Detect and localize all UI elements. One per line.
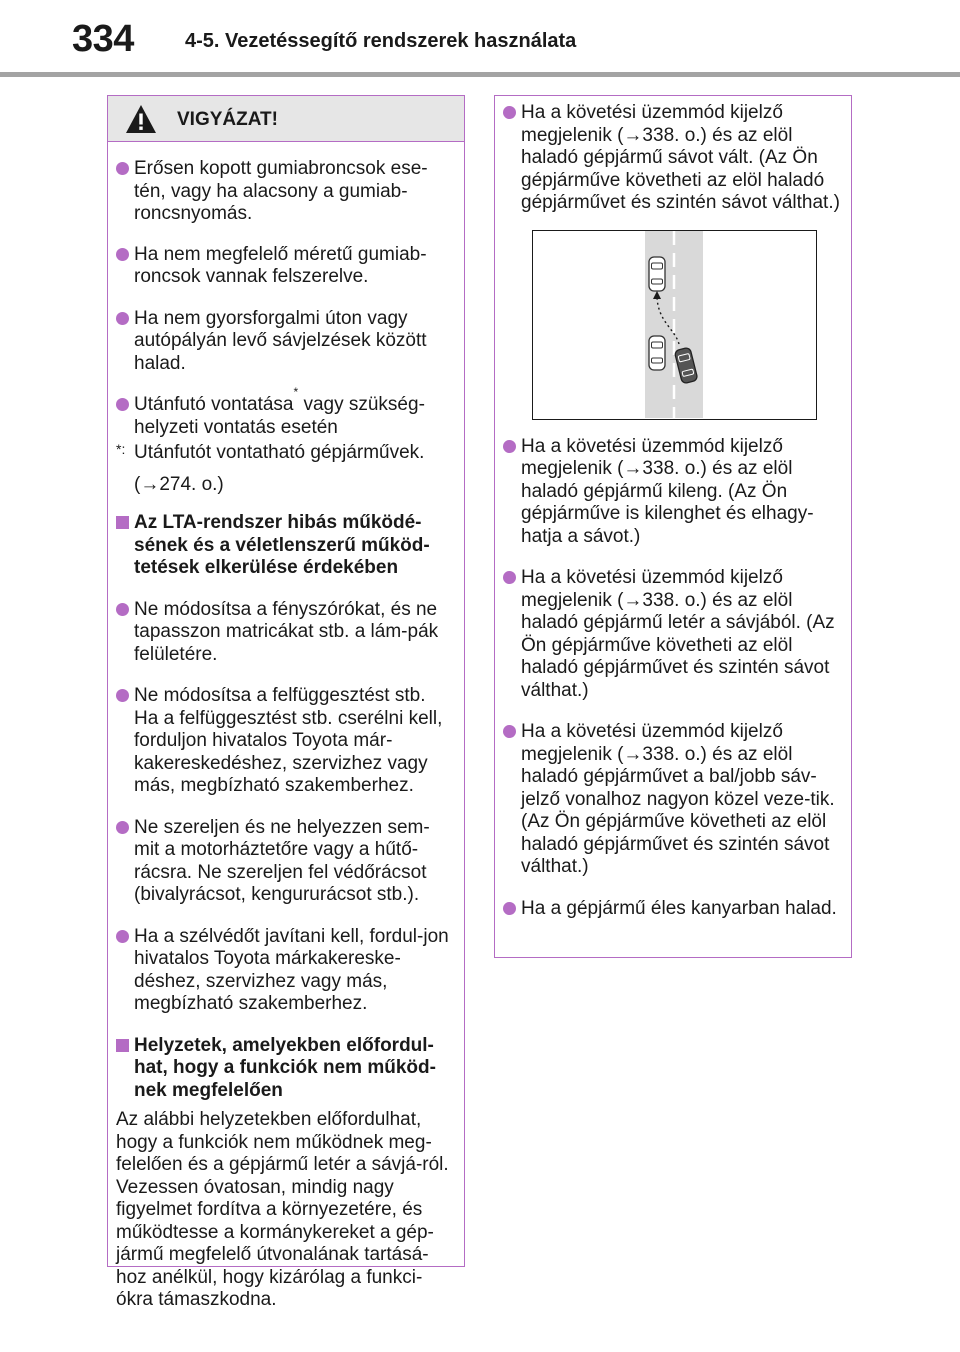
list-item: Ha a követési üzemmód kijelző megjelenik (→338. o.) és az elöl haladó gépjárművet a bal/jobb sáv-jelző vonalhoz nagyon közel veze-tik. (Az Ön gépjárműve követheti az elöl haladó gépjárművet és szintén sávot válthat.) bbox=[503, 721, 841, 879]
car-icon bbox=[649, 336, 665, 370]
list-item: Ha a követési üzemmód kijelző megjelenik (→338. o.) és az elöl haladó gépjármű sávot vált. (Az Ön gépjárműve követheti az elöl haladó gépjárművet és szintén sávot válthat.) bbox=[503, 102, 841, 215]
footnote-ref: (→274. o.) bbox=[134, 473, 224, 495]
list-item: Ha a szélvédőt javítani kell, fordul-jon hivatalos Toyota márkakereske-déshez, szervizhez vagy más, megbízható szakemberhez. bbox=[116, 926, 454, 1016]
warning-content bbox=[108, 158, 464, 1312]
warning-box bbox=[107, 95, 465, 1310]
warning-content-continued bbox=[495, 102, 851, 920]
warning-title: VIGYÁZAT! bbox=[177, 109, 278, 130]
footnote bbox=[116, 442, 454, 465]
section-heading: Helyzetek, amelyekben előfordul-hat, hogy a funkciók nem működ-nek megfelelően bbox=[116, 1035, 454, 1103]
header-rule bbox=[0, 72, 960, 77]
car-front-icon bbox=[649, 257, 665, 291]
list-item: Ha a követési üzemmód kijelző megjelenik (→338. o.) és az elöl haladó gépjármű letér a sávjából. (Az Ön gépjárműve követheti az elöl haladó gépjárművet és szintén sávot válthat.) bbox=[503, 567, 841, 702]
list-item: Ha nem megfelelő méretű gumiab-roncsok vannak felszerelve. bbox=[116, 244, 454, 289]
warning-triangle-icon bbox=[125, 104, 157, 134]
list-item bbox=[116, 385, 454, 439]
list-item: Erősen kopott gumiabroncsok ese-tén, vagy ha alacsony a gumiab-roncsnyomás. bbox=[116, 158, 454, 226]
section-title: 4-5. Vezetéssegítő rendszerek használata bbox=[185, 30, 577, 52]
list-item-text: vagy szükség-helyzeti vontatás esetén bbox=[134, 394, 425, 438]
footnote-mark: *: bbox=[116, 441, 126, 457]
page-header bbox=[0, 0, 960, 80]
list-item: Ha a követési üzemmód kijelző megjelenik (→338. o.) és az elöl haladó gépjármű kileng. (Az Ön gépjárműve is kilenghet és elhagy-hatja a sávot.) bbox=[503, 436, 841, 549]
footnote-text: Utánfutót vontatható gépjárművek. bbox=[134, 442, 425, 463]
warning-box-continued bbox=[494, 95, 852, 958]
section-heading: Az LTA-rendszer hibás működé-sének és a véletlenszerű működ-tetések elkerülése érdekében bbox=[116, 512, 454, 580]
page-number: 334 bbox=[72, 18, 134, 60]
lane-change-illustration bbox=[532, 230, 817, 420]
warning-header bbox=[108, 96, 464, 142]
list-item: Ne módosítsa a fényszórókat, és ne tapasszon matricákat stb. a lám-pák felületére. bbox=[116, 599, 454, 667]
footnote-mark: * bbox=[293, 385, 299, 399]
list-item: Ha nem gyorsforgalmi úton vagy autópályán levő sávjelzések között halad. bbox=[116, 308, 454, 376]
list-item: Ne szereljen és ne helyezzen sem-mit a motorháztetőre vagy a hűtő-rácsra. Ne szereljen fel védőrácsot (bivalyrácsot, kengururácsot stb.). bbox=[116, 817, 454, 907]
list-item: Ne módosítsa a felfüggesztést stb. Ha a felfüggesztést stb. cserélni kell, forduljon hivatalos Toyota már-kakereskedéshez, szervizhez vagy más, megbízható szakemberhez. bbox=[116, 685, 454, 798]
list-item-text: Utánfutó vontatása bbox=[134, 394, 294, 415]
road-diagram bbox=[533, 231, 815, 418]
body-paragraph: Az alábbi helyzetekben előfordulhat, hogy a funkciók nem működnek meg-felelően és a gépjármű letér a sávjá-ról. Vezessen óvatosan, mindig nagy figyelmet fordítva a környezetére, és működtesse a kormánykereket a gép-jármű megfelelő útvonalának tartásá-hoz anélkül, hogy kizárólag a funkci-ókra támaszkodna. bbox=[116, 1109, 449, 1310]
list-item: Ha a gépjármű éles kanyarban halad. bbox=[503, 898, 841, 921]
